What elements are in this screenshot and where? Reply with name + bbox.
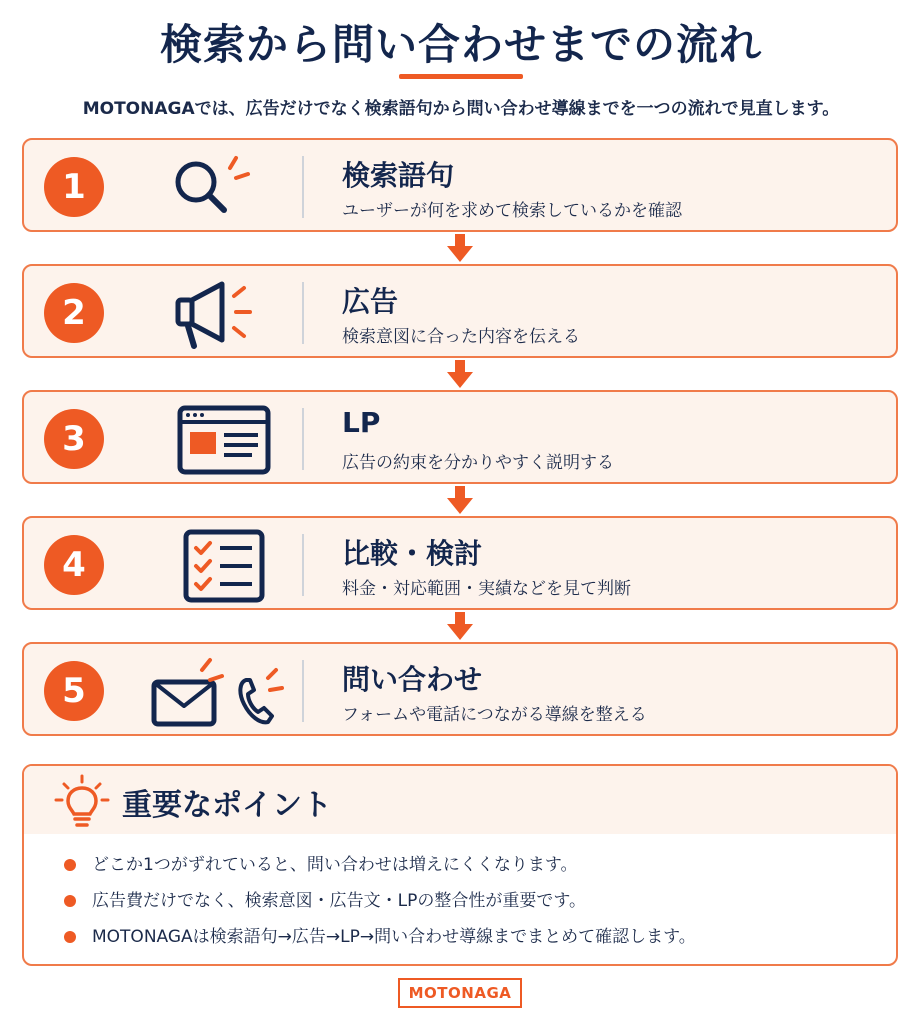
mail-phone-icon — [144, 652, 284, 730]
brand-logo: MOTONAGA — [398, 978, 522, 1008]
step-number-5: 5 — [44, 661, 104, 721]
key-points-title: 重要なポイント — [122, 788, 332, 823]
bullet-dot — [64, 931, 76, 943]
key-point-text: どこか1つがずれていると、問い合わせは増えにくくなります。 — [92, 855, 578, 875]
step-title-3: LP — [342, 406, 381, 439]
checklist-icon — [144, 526, 284, 604]
step-number-1: 1 — [44, 157, 104, 217]
browser-window-icon — [144, 400, 284, 478]
arrow-down-icon — [447, 612, 473, 640]
step-title-5: 問い合わせ — [342, 663, 483, 696]
megaphone-icon — [144, 274, 284, 352]
arrow-down-icon — [447, 360, 473, 388]
step-desc-3: 広告の約束を分かりやすく説明する — [342, 453, 614, 473]
step-card-4 — [22, 516, 898, 610]
page-subtitle: MOTONAGAでは、広告だけでなく検索語句から問い合わせ導線までを一つの流れで見直します。 — [82, 99, 840, 119]
lightbulb-icon — [54, 774, 110, 830]
key-point-item — [64, 922, 696, 947]
step-divider — [302, 660, 304, 722]
step-number-4: 4 — [44, 535, 104, 595]
bullet-dot — [64, 859, 76, 871]
key-point-item — [64, 850, 577, 875]
key-point-text: MOTONAGAは検索語句→広告→LP→問い合わせ導線までまとめて確認します。 — [92, 927, 696, 947]
step-divider — [302, 282, 304, 344]
step-number-3: 3 — [44, 409, 104, 469]
step-card-2 — [22, 264, 898, 358]
arrow-down-icon — [447, 234, 473, 262]
step-divider — [302, 534, 304, 596]
step-card-5 — [22, 642, 898, 736]
step-divider — [302, 156, 304, 218]
step-desc-4: 料金・対応範囲・実績などを見て判断 — [342, 579, 631, 599]
bullet-dot — [64, 895, 76, 907]
arrow-down-icon — [447, 486, 473, 514]
step-title-2: 広告 — [342, 285, 399, 318]
step-desc-2: 検索意図に合った内容を伝える — [342, 327, 580, 347]
step-divider — [302, 408, 304, 470]
step-desc-5: フォームや電話につながる導線を整える — [342, 705, 647, 725]
step-card-1 — [22, 138, 898, 232]
step-desc-1: ユーザーが何を求めて検索しているかを確認 — [342, 201, 682, 221]
search-icon — [144, 148, 284, 226]
title-underline — [399, 74, 523, 79]
key-point-text: 広告費だけでなく、検索意図・広告文・LPの整合性が重要です。 — [92, 891, 587, 911]
step-title-1: 検索語句 — [342, 159, 455, 192]
key-points-box — [22, 764, 898, 966]
step-card-3 — [22, 390, 898, 484]
page-title: 検索から問い合わせまでの流れ — [159, 20, 762, 69]
key-point-item — [64, 886, 586, 911]
step-title-4: 比較・検討 — [342, 537, 483, 570]
step-number-2: 2 — [44, 283, 104, 343]
